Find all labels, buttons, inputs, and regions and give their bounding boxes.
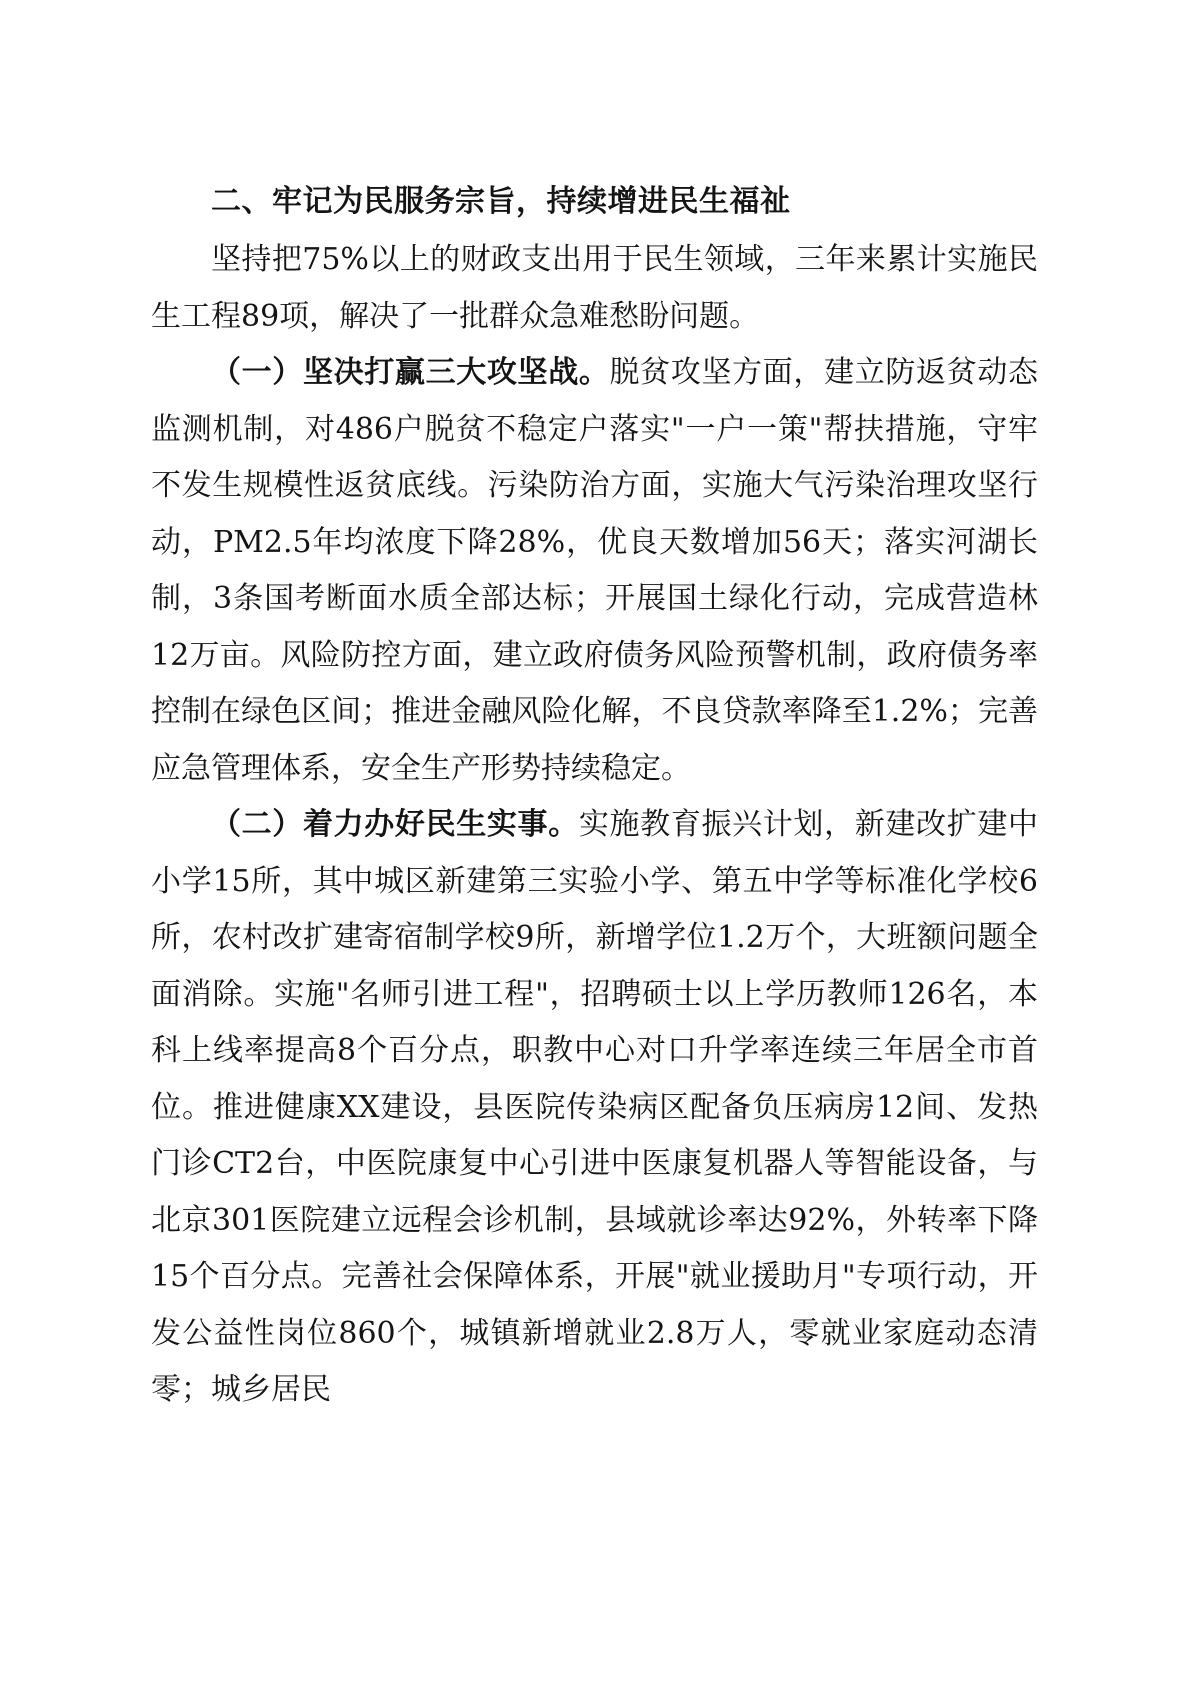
subsection-heading-2: （二）着力办好民生实事。 bbox=[211, 807, 579, 842]
subsection-body-1: 脱贫攻坚方面，建立防返贫动态监测机制，对486户脱贫不稳定户落实"一户一策"帮扶措施，守牢不发生规模性返贫底线。污染防治方面，实施大气污染治理攻坚行动，PM2.5年均浓度下降28%，优良天数增加56天；落实河湖长制，3条国考断面水质全部达标；开展国土绿化行动，完成营造林12万亩。风险防控方面，建立政府债务风险预警机制，政府债务率控制在绿色区间；推进金融风险化解，不良贷款率降至1.2%；完善应急管理体系，安全生产形势持续稳定。 bbox=[151, 355, 1038, 786]
intro-paragraph: 坚持把75%以上的财政支出用于民生领域，三年来累计实施民生工程89项，解决了一批群众急难愁盼问题。 bbox=[151, 242, 1038, 334]
subsection-paragraph-1 bbox=[151, 345, 1038, 797]
section-heading: 二、牢记为民服务宗旨，持续增进民生福祉 bbox=[211, 184, 791, 219]
subsection-body-2: 实施教育振兴计划，新建改扩建中小学15所，其中城区新建第三实验小学、第五中学等标准化学校6所，农村改扩建寄宿制学校9所，新增学位1.2万个，大班额问题全面消除。实施"名师引进工程"，招聘硕士以上学历教师126名，本科上线率提高8个百分点，职教中心对口升学率连续三年居全市首位。推进健康XX建设，县医院传染病区配备负压病房12间、发热门诊CT2台，中医院康复中心引进中医康复机器人等智能设备，与北京301医院建立远程会诊机制，县域就诊率达92%，外转率下降15个百分点。完善社会保障体系，开展"就业援助月"专项行动，开发公益性岗位860个，城镇新增就业2.8万人，零就业家庭动态清零；城乡居民 bbox=[151, 807, 1039, 1407]
document-body bbox=[151, 172, 1038, 1419]
subsection-heading-1: （一）坚决打赢三大攻坚战。 bbox=[211, 355, 610, 390]
subsection-paragraph-2 bbox=[151, 797, 1038, 1419]
